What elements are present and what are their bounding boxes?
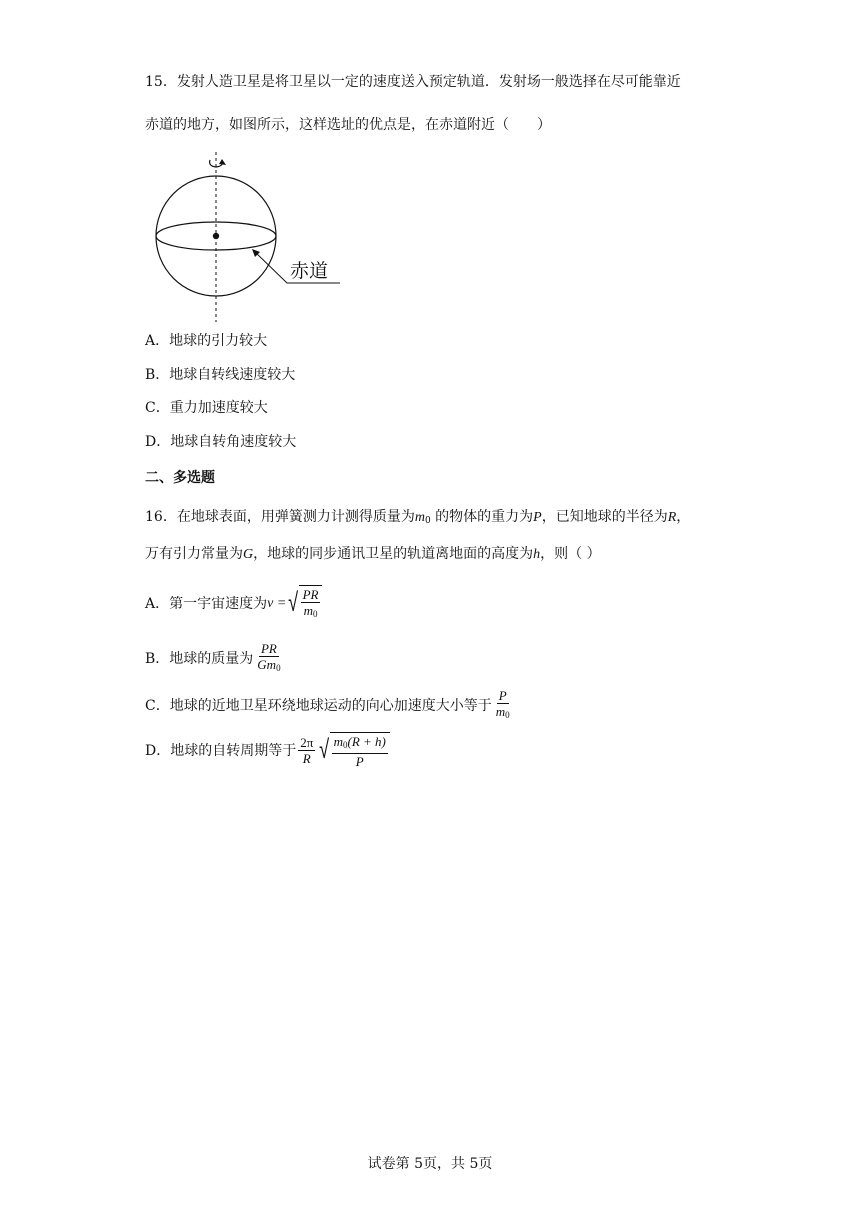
q16-text-line1: 16．在地球表面，用弹簧测力计测得质量为$m_0$ 的物体的重力为P，已知地球的半径为R， — [145, 509, 691, 526]
equator-label: 赤道 — [290, 260, 329, 282]
q15-option-b: B．地球自转线速度较大 — [145, 367, 296, 383]
earth-equator-figure — [150, 150, 350, 325]
q15-option-a: A．地球的引力较大 — [145, 333, 268, 349]
q15-option-c: C．重力加速度较大 — [145, 400, 268, 416]
q16-option-c: C．地球的近地卫星环绕地球运动的向心加速度大小等于 $\frac{P}{m_0}$ — [145, 688, 514, 723]
rotation-arrowhead — [219, 159, 226, 165]
section-title: 二、多选题 — [145, 470, 215, 486]
sqrt-expression: √ $\frac{PR}{m_0}$ — [286, 585, 322, 622]
earth-center-dot — [213, 233, 219, 239]
fraction-expression: $\frac{P}{m_0}$ — [495, 688, 510, 720]
q16-option-d: D．地球的自转周期等于 $\frac{2\pi}{R}$ √ $\frac{m_0(R + h)}{P}$ — [145, 732, 390, 769]
sqrt-expression: √ $\frac{m_0(R + h)}{P}$ — [317, 732, 390, 769]
q16-option-b: B．地球的质量为 $\frac{PR}{Gm_0}$ — [145, 641, 285, 676]
q16-text-line2: 万有引力常量为G，地球的同步通讯卫星的轨道离地面的高度为h，则（ ） — [145, 546, 601, 562]
fraction-expression: $\frac{PR}{Gm_0}$ — [257, 641, 281, 673]
q15-text-line1: 15．发射人造卫星是将卫星以一定的速度送入预定轨道．发射场一般选择在尽可能靠近 — [145, 74, 681, 90]
q16-option-a: A．第一宇宙速度为 v = √ $\frac{PR}{m_0}$ — [145, 585, 322, 622]
page-footer: 试卷第 5页，共 5页 — [367, 1156, 493, 1172]
q15-text-line2: 赤道的地方，如图所示，这样选址的优点是，在赤道附近（ ） — [145, 117, 551, 133]
q15-option-d: D．地球自转角速度较大 — [145, 434, 297, 450]
fraction-expression: $\frac{2\pi}{R}$ — [300, 735, 314, 766]
